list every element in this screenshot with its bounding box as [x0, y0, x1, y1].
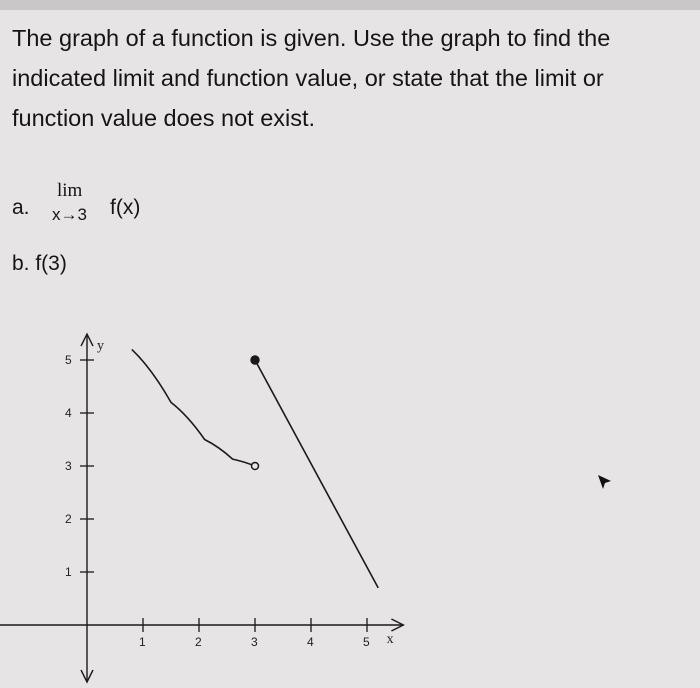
x-tick-label: 1	[139, 635, 146, 649]
axes	[0, 334, 403, 682]
closed-endpoint-marker	[251, 356, 259, 364]
x-tick-label: 4	[307, 635, 314, 649]
question-line: indicated limit and function value, or state that the limit or	[12, 65, 604, 91]
y-tick-label: 3	[65, 459, 72, 473]
x-tick-label: 3	[251, 635, 258, 649]
y-axis-label: y	[97, 338, 104, 354]
y-tick-label: 5	[65, 353, 72, 367]
part-b-label: b. f(3)	[12, 252, 67, 275]
x-tick-label: 2	[195, 635, 202, 649]
curve-segment-2	[255, 360, 378, 588]
limit-subscript: x→3	[52, 205, 87, 224]
question-text	[12, 18, 698, 138]
question-line: The graph of a function is given. Use the graph to find the	[12, 25, 611, 51]
curve-segment-1	[132, 349, 255, 466]
limit-function: f(x)	[110, 196, 141, 219]
mouse-cursor-icon	[597, 472, 613, 494]
limit-operator: lim	[57, 180, 83, 201]
axis-ticks	[65, 353, 370, 649]
function-graph	[0, 300, 420, 688]
question-line: function value does not exist.	[12, 105, 316, 131]
open-endpoint-marker	[252, 463, 259, 470]
y-tick-label: 2	[65, 512, 72, 526]
x-tick-label: 5	[363, 635, 370, 649]
y-tick-label: 4	[65, 406, 72, 420]
top-border	[0, 0, 700, 10]
x-axis-label: x	[386, 632, 394, 647]
graph-curves	[132, 349, 378, 588]
y-tick-label: 1	[65, 565, 72, 579]
part-a-label: a.	[12, 196, 30, 219]
